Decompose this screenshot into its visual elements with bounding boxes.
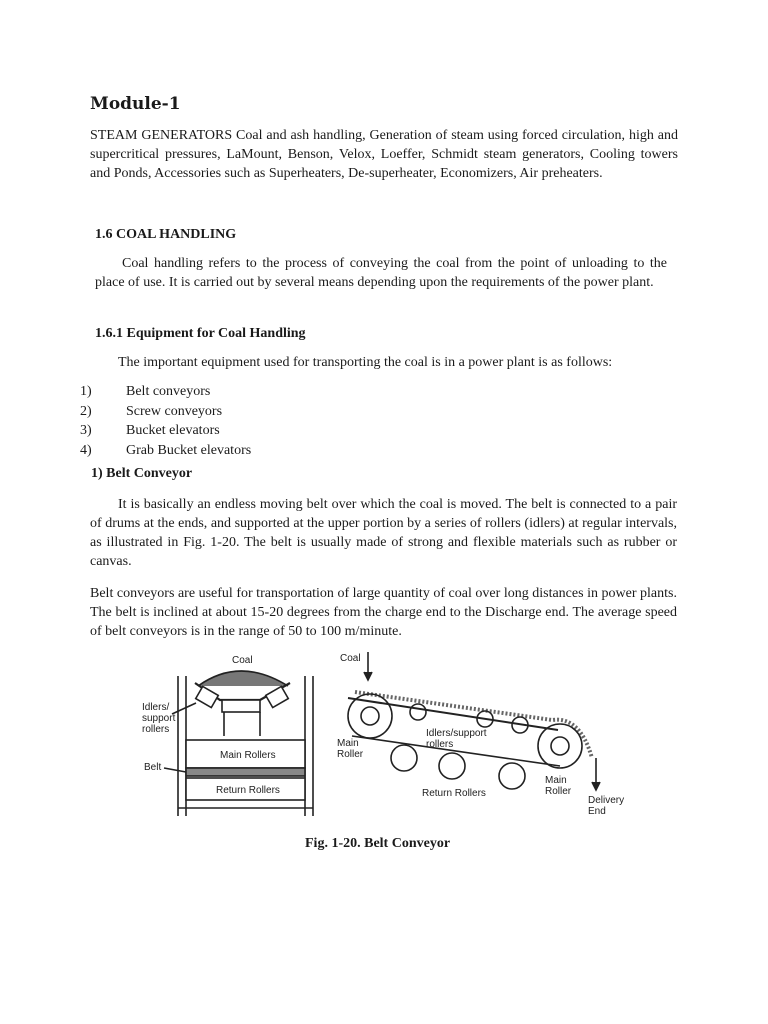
delivery-arrow-head — [592, 782, 600, 790]
main-roller-left-hub — [361, 707, 379, 725]
belt-conveyor-figure — [140, 648, 640, 826]
list-label: Bucket elevators — [126, 423, 220, 438]
list-item — [80, 423, 251, 443]
right-return-rollers-label: Return Rollers — [422, 788, 486, 799]
coal-heap — [198, 671, 288, 686]
belt-paragraph-1: It is basically an endless moving belt over which the coal is moved. The belt is connected to a pair of drums at the ends, and supported at the upper portion by a series of rollers (idlers) at regular intervals, as illustrated in Fig. 1-20. The belt is usually made of strong and flexible materials such as rubber or canvas. — [90, 497, 677, 569]
belt-conveyor-heading: 1) Belt Conveyor — [91, 466, 193, 481]
right-coal-label: Coal — [340, 653, 361, 664]
list-item — [80, 443, 251, 463]
list-label: Grab Bucket elevators — [126, 442, 252, 458]
right-main-roller-left-label-1: Main — [337, 738, 359, 749]
right-delivery-end-label-1: Delivery — [588, 795, 625, 806]
list-item — [80, 404, 251, 424]
main-roller-right-hub — [551, 737, 569, 755]
right-main-roller-right-label-2: Roller — [545, 786, 572, 797]
list-number: 1) — [80, 384, 92, 399]
side-view — [337, 652, 624, 817]
left-idlers-label-1: Idlers/ — [142, 702, 170, 713]
belt-paragraph-2: Belt conveyors are useful for transportation of large quantity of coal over long distances in power plants. The belt is inclined at about 15-20 degrees from the charge end to the Discharge end. The average speed of belt conveyors is in the range of 50 to 100 m/minute. — [90, 586, 677, 639]
return-roller — [391, 745, 417, 771]
list-item — [80, 384, 251, 404]
right-idlers-label-1: Idlers/support — [426, 728, 487, 739]
list-label: Screw conveyors — [126, 403, 223, 419]
belt-conveyor-diagram — [140, 648, 640, 826]
figure-caption: Fig. 1-20. Belt Conveyor — [305, 836, 451, 851]
return-roller — [439, 753, 465, 779]
equipment-list — [80, 384, 251, 462]
side-idler-right — [266, 686, 289, 707]
subsection-heading: 1.6.1 Equipment for Coal Handling — [95, 326, 306, 341]
right-main-roller-left-label-2: Roller — [337, 749, 364, 760]
intro-paragraph: STEAM GENERATORS Coal and ash handling, Generation of steam using forced circulation, high and supercritical pressures, LaMount, Benson, Velox, Loeffer, Schmidt steam generators, Cooling towers and Ponds, Accessories such as Superheaters, De-superheater, Economizers, Air preheaters. — [90, 128, 678, 181]
cross-section-view — [142, 655, 313, 816]
idler-roller — [410, 704, 426, 720]
left-return-rollers-label: Return Rollers — [216, 785, 280, 796]
left-main-rollers-label: Main Rollers — [220, 750, 276, 761]
leader-line — [164, 768, 186, 772]
center-idler — [222, 700, 260, 712]
leader-line — [172, 703, 196, 714]
belt-hatched — [186, 768, 305, 776]
left-belt-label: Belt — [144, 762, 162, 773]
right-idlers-label-2: rollers — [426, 739, 454, 750]
left-idlers-label-3: rollers — [142, 724, 170, 735]
return-roller — [499, 763, 525, 789]
list-number: 4) — [80, 442, 92, 458]
equipment-intro: The important equipment used for transporting the coal is in a power plant is as follows: — [118, 355, 613, 370]
list-number: 2) — [80, 403, 92, 419]
section-heading: 1.6 COAL HANDLING — [95, 227, 237, 242]
coal-handling-paragraph: Coal handling refers to the process of conveying the coal from the point of unloading to the place of use. It is carried out by several means depending upon the requirements of the power plant. — [95, 256, 667, 290]
left-idlers-label-2: support — [142, 713, 176, 724]
list-label: Belt conveyors — [126, 384, 211, 399]
right-delivery-end-label-2: End — [588, 806, 606, 817]
main-roller-right — [538, 724, 582, 768]
left-coal-label: Coal — [232, 655, 253, 666]
belt-bottom — [352, 736, 560, 766]
module-title: Module-1 — [90, 94, 181, 114]
side-idler-left — [196, 686, 219, 707]
coal-arrow-head — [364, 672, 372, 680]
list-number: 3) — [80, 423, 92, 438]
right-main-roller-right-label-1: Main — [545, 775, 567, 786]
